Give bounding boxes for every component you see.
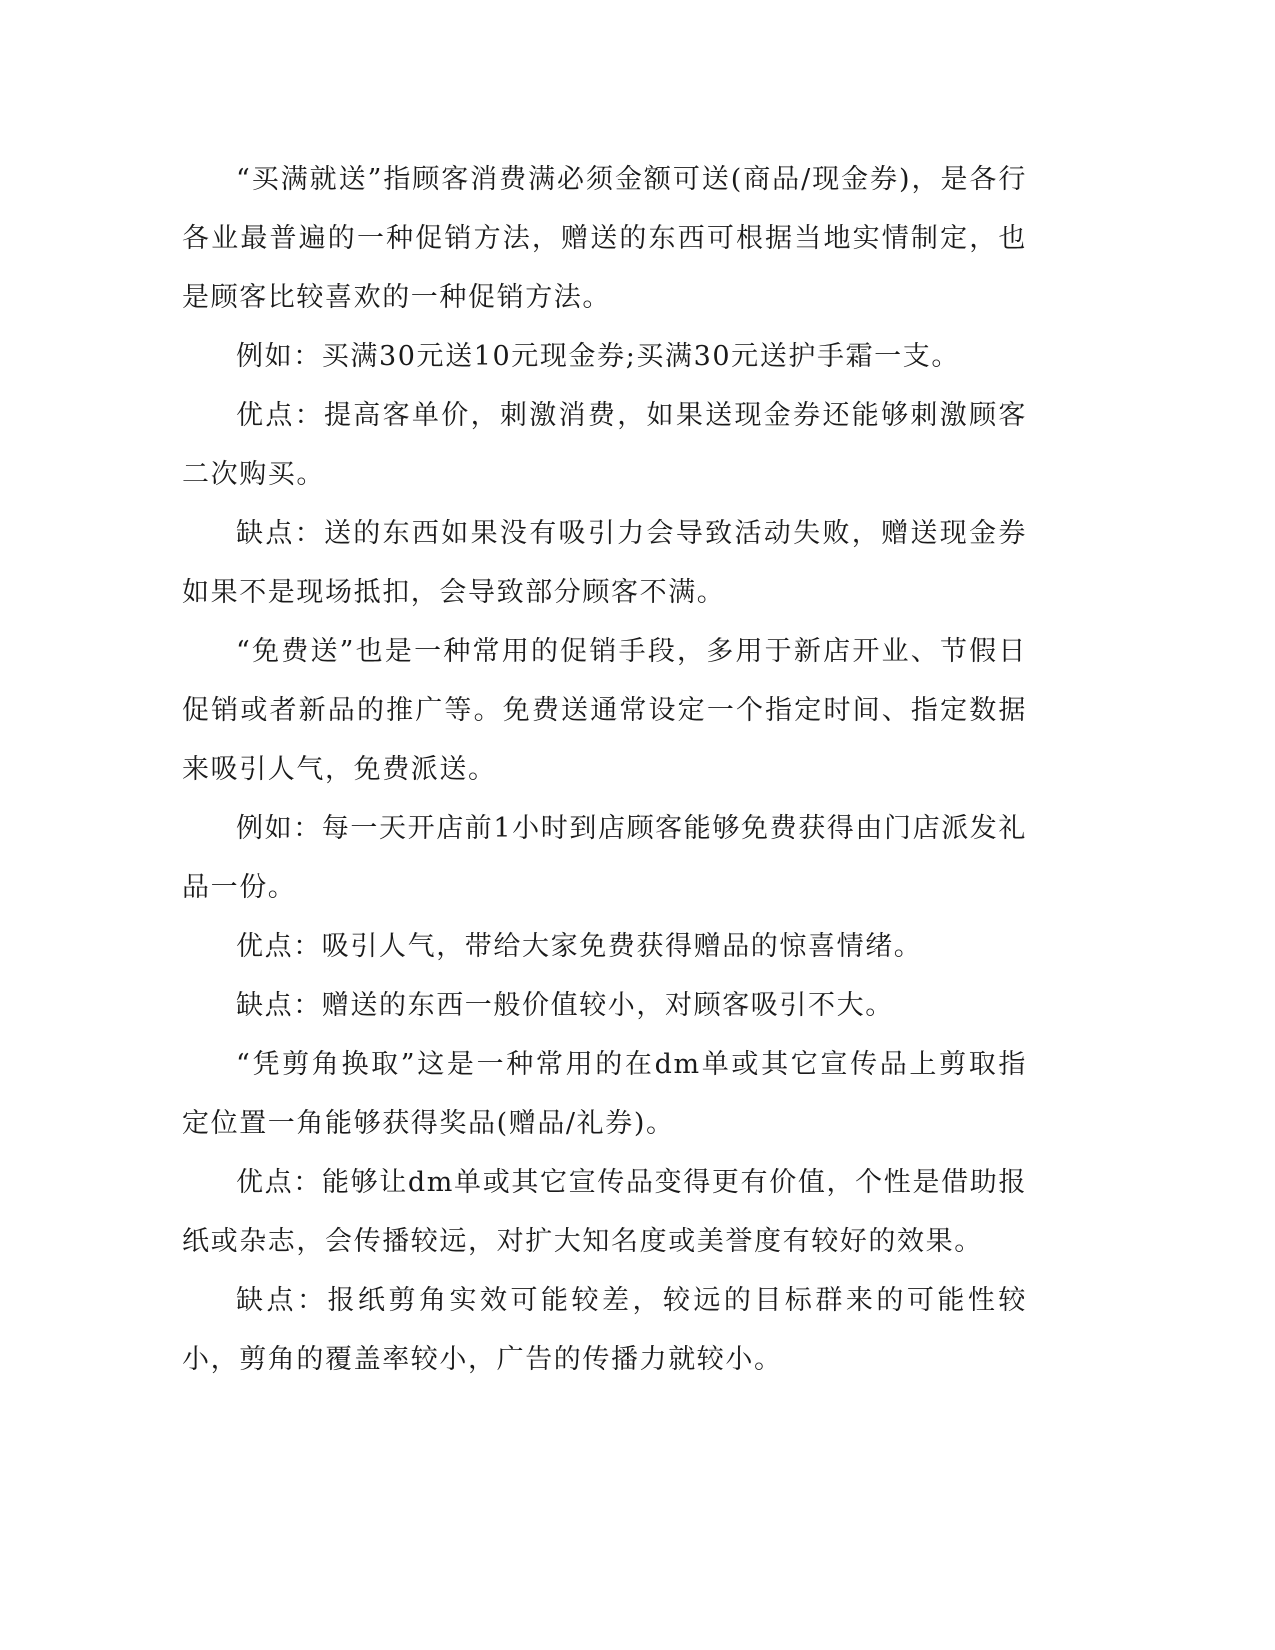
paragraph-free-gift-example: 例如：每一天开店前1小时到店顾客能够免费获得由门店派发礼品一份。 — [182, 813, 1027, 903]
document-page — [182, 150, 1027, 1389]
paragraph-coupon-clipping-cons: 缺点：报纸剪角实效可能较差，较远的目标群来的可能性较小，剪角的覆盖率较小，广告的传播力就较小。 — [182, 1285, 1027, 1375]
paragraph-buy-and-get: “买满就送”指顾客消费满必须金额可送(商品/现金券)，是各行各业最普遍的一种促销方法，赠送的东西可根据当地实情制定，也是顾客比较喜欢的一种促销方法。 — [182, 164, 1027, 313]
paragraph-coupon-clipping-pros: 优点：能够让dm单或其它宣传品变得更有价值，个性是借助报纸或杂志，会传播较远，对扩大知名度或美誉度有较好的效果。 — [182, 1167, 1027, 1257]
paragraph-free-gift: “免费送”也是一种常用的促销手段，多用于新店开业、节假日促销或者新品的推广等。免费送通常设定一个指定时间、指定数据来吸引人气，免费派送。 — [182, 636, 1027, 785]
paragraph-coupon-clipping: “凭剪角换取”这是一种常用的在dm单或其它宣传品上剪取指定位置一角能够获得奖品(赠品/礼券)。 — [182, 1049, 1027, 1139]
paragraph-buy-and-get-example: 例如：买满30元送10元现金券;买满30元送护手霜一支。 — [236, 341, 960, 372]
paragraph-free-gift-cons: 缺点：赠送的东西一般价值较小，对顾客吸引不大。 — [236, 990, 894, 1021]
paragraph-buy-and-get-pros: 优点：提高客单价，刺激消费，如果送现金券还能够刺激顾客二次购买。 — [182, 400, 1027, 490]
paragraph-buy-and-get-cons: 缺点：送的东西如果没有吸引力会导致活动失败，赠送现金券如果不是现场抵扣，会导致部分顾客不满。 — [182, 518, 1027, 608]
paragraph-free-gift-pros: 优点：吸引人气，带给大家免费获得赠品的惊喜情绪。 — [236, 931, 923, 962]
